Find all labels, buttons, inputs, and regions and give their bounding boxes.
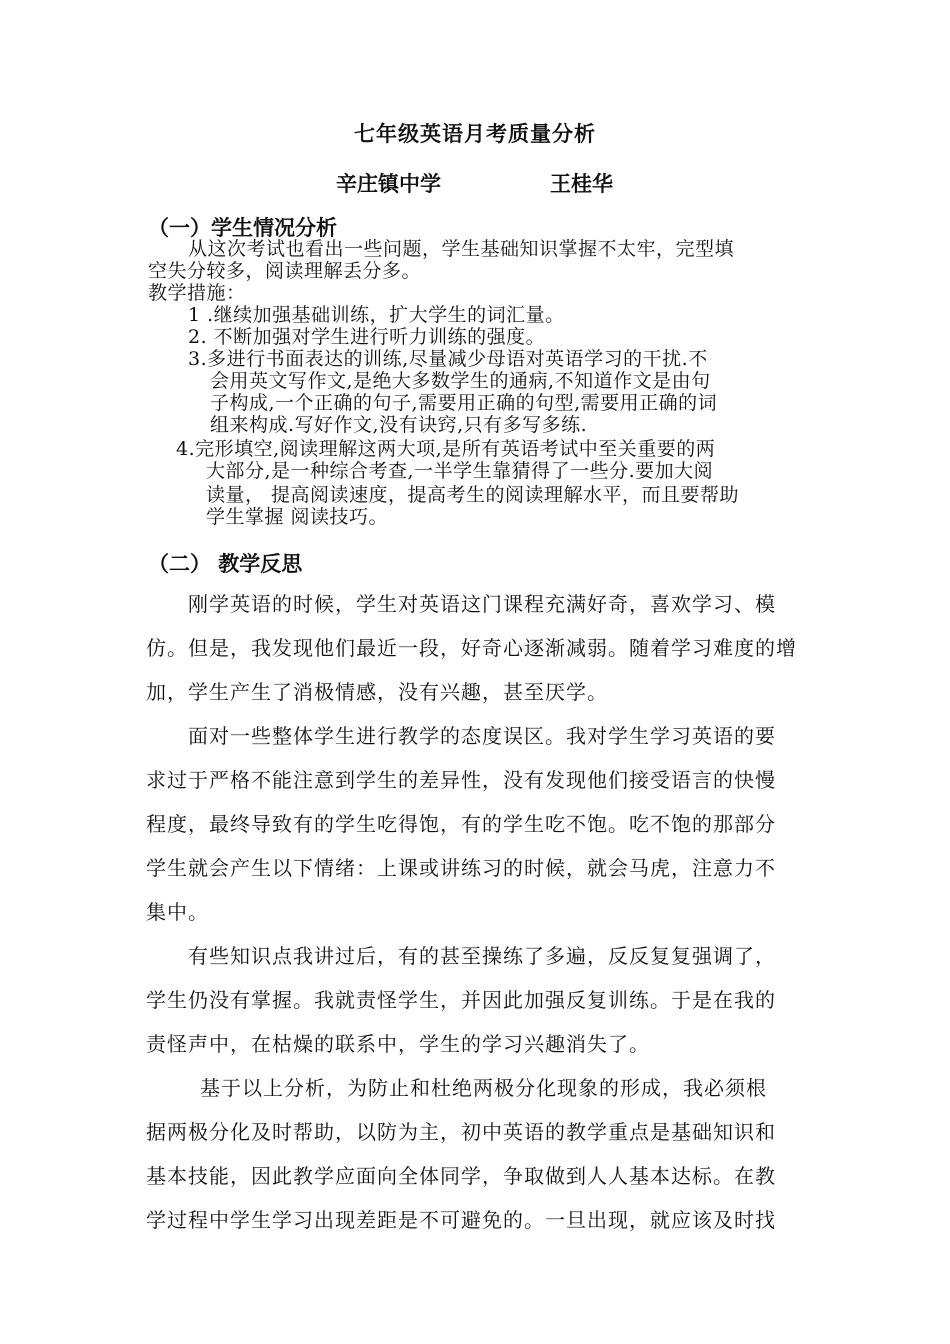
section2-p4-line: 学过程中学生学习出现差距是不可避免的。一旦出现，就应该及时找 [146,1208,776,1232]
section1-heading: （一）学生情况分析 [148,215,337,240]
section2-p4-line: 据两极分化及时帮助，以防为主，初中英语的教学重点是基础知识和 [146,1120,776,1144]
section2-p3-line: 责怪声中，在枯燥的联系中，学生的学习兴趣消失了。 [146,1032,650,1056]
measure-item-4-line: 4.完形填空,阅读理解这两大项,是所有英语考试中至关重要的两 [176,438,716,460]
section2-p4-line: 基于以上分析，为防止和杜绝两极分化现象的形成，我必须根 [200,1076,767,1100]
section2-p2-line: 学生就会产生以下情绪：上课或讲练习的时候，就会马虎，注意力不 [146,856,776,880]
measure-item-4-line: 学生掌握 阅读技巧。 [206,506,389,528]
section2-p3-line: 有些知识点我讲过后，有的甚至操练了多遍，反反复复强调了， [188,944,776,968]
document-title: 七年级英语月考质量分析 [354,121,596,146]
section2-p1-line: 仿。但是，我发现他们最近一段，好奇心逐渐减弱。随着学习难度的增 [146,636,797,660]
measure-item-4-line: 大部分,是一种综合考查,一半学生靠猜得了一些分.要加大阅 [206,460,714,482]
measure-item-1: 1 .继续加强基础训练，扩大学生的词汇量。 [188,304,565,326]
section2-p2-line: 程度，最终导致有的学生吃得饱，有的学生吃不饱。吃不饱的那部分 [146,812,776,836]
section2-p1-line: 刚学英语的时候，学生对英语这门课程充满好奇，喜欢学习、模 [188,592,776,616]
measure-item-3-line: 组来构成.写好作文,没有诀窍,只有多写多练. [210,414,588,436]
section1-para-line: 从这次考试也看出一些问题，学生基础知识掌握不太牢，完型填 [188,238,735,260]
measure-item-3-line: 子构成,一个正确的句子,需要用正确的句型,需要用正确的词 [210,392,718,414]
school-name: 辛庄镇中学 [336,171,441,196]
measure-item-4-line: 读量， 提高阅读速度，提高考生的阅读理解水平，而且要帮助 [206,484,740,506]
measure-item-3-line: 3.多进行书面表达的训练,尽量减少母语对英语学习的干扰.不 [188,348,708,370]
author-name: 王桂华 [550,171,613,196]
section2-p2-line: 求过于严格不能注意到学生的差异性，没有发现他们接受语言的快慢 [146,768,776,792]
section2-p1-line: 加，学生产生了消极情感，没有兴趣，甚至厌学。 [146,680,608,704]
measures-label: 教学措施： [148,282,246,304]
section2-p3-line: 学生仍没有掌握。我就责怪学生，并因此加强反复训练。于是在我的 [146,988,776,1012]
section1-para-line: 空失分较多，阅读理解丢分多。 [148,260,422,282]
section2-p4-line: 基本技能，因此教学应面向全体同学，争取做到人人基本达标。在教 [146,1164,776,1188]
measure-item-3-line: 会用英文写作文,是绝大多数学生的通病,不知道作文是由句 [210,370,711,392]
section2-heading: （二） 教学反思 [148,551,303,576]
section2-p2-line: 面对一些整体学生进行教学的态度误区。我对学生学习英语的要 [188,724,776,748]
section2-p2-line: 集中。 [146,900,209,924]
measure-item-2: 2. 不断加强对学生进行听力训练的强度。 [188,326,546,348]
